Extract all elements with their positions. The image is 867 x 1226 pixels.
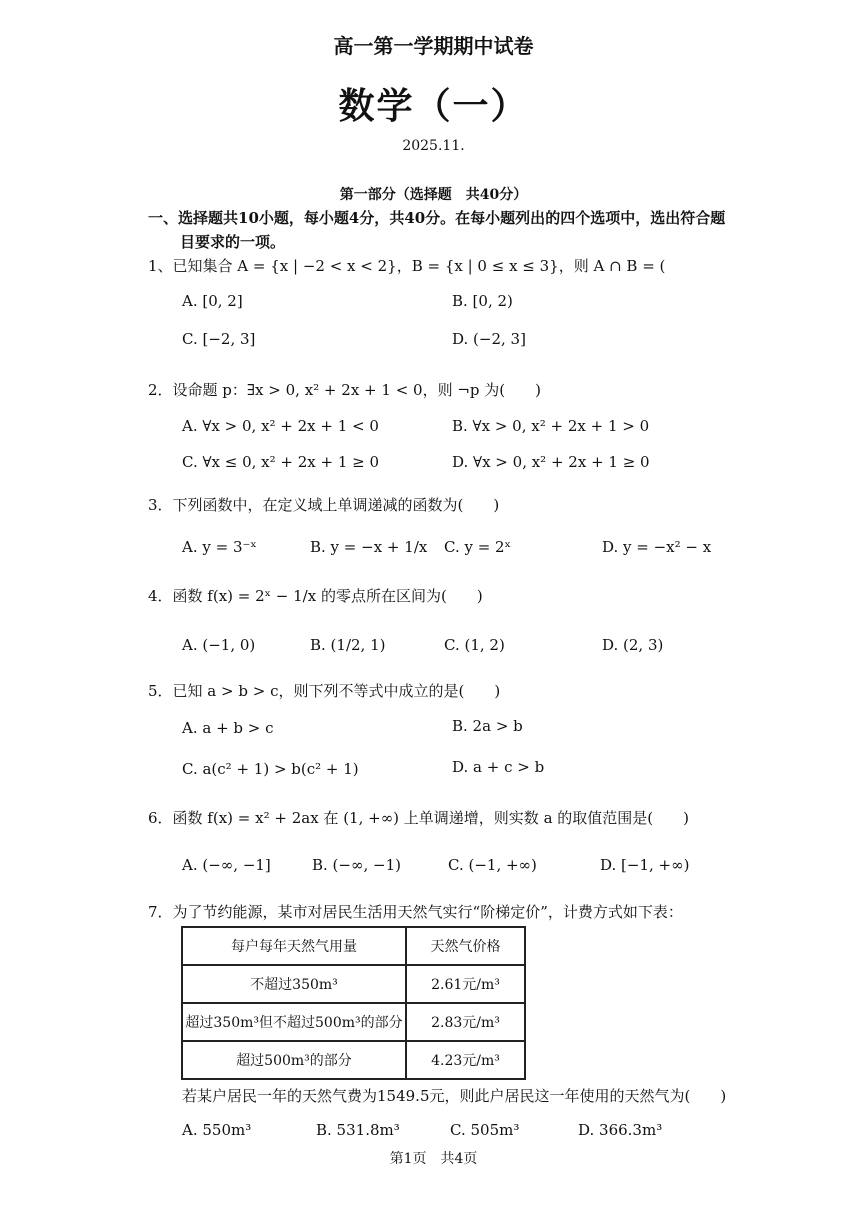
- exam-date: 2025.11.: [402, 138, 465, 154]
- question-3-stem: 3．下列函数中，在定义域上单调递减的函数为( ): [148, 496, 500, 514]
- table-row: [182, 1041, 525, 1079]
- question-6-stem: 6．函数 f(x) = x² + 2ax 在 (1, +∞) 上单调递增，则实数 a 的取值范围是( ): [148, 809, 689, 827]
- table-cell: 超过350m³但不超过500m³的部分: [182, 1003, 406, 1041]
- question-2-stem: 2．设命题 p：∃x > 0, x² + 2x + 1 < 0，则 ¬p 为( ): [148, 381, 541, 399]
- table-cell: 超过500m³的部分: [182, 1041, 406, 1079]
- question-2-option-d: D. ∀x > 0, x² + 2x + 1 ≥ 0: [452, 453, 650, 471]
- question-7-option-a: A. 550m³: [182, 1121, 252, 1139]
- question-3-option-c: C. y = 2ˣ: [444, 538, 511, 556]
- question-6-option-d: D. [−1, +∞): [600, 856, 690, 874]
- question-4-option-c: C. (1, 2): [444, 636, 505, 654]
- subject-title: 数学（一）: [338, 85, 529, 127]
- question-1-option-c: C. [−2, 3]: [182, 330, 256, 348]
- question-4-option-d: D. (2, 3): [602, 636, 664, 654]
- question-1-option-a: A. [0, 2]: [182, 292, 243, 310]
- question-7-option-d: D. 366.3m³: [578, 1121, 663, 1139]
- table-header-row: [182, 927, 525, 965]
- question-4-stem: 4．函数 f(x) = 2ˣ − 1/x 的零点所在区间为( ): [148, 587, 483, 605]
- gas-price-table: [181, 926, 526, 1080]
- question-4-option-b: B. (1/2, 1): [310, 636, 386, 654]
- question-3-option-a: A. y = 3⁻ˣ: [182, 538, 257, 556]
- question-5-option-c: C. a(c² + 1) > b(c² + 1): [182, 760, 359, 778]
- question-5-option-a: A. a + b > c: [182, 719, 274, 737]
- question-5-option-b: B. 2a > b: [452, 717, 523, 735]
- question-1-stem: 1、已知集合 A = {x | −2 < x < 2}，B = {x | 0 ≤ x ≤ 3}，则 A ∩ B = (: [148, 257, 666, 275]
- question-7-option-c: C. 505m³: [450, 1121, 520, 1139]
- question-2-option-b: B. ∀x > 0, x² + 2x + 1 > 0: [452, 417, 650, 435]
- question-3-option-b: B. y = −x + 1/x: [310, 538, 428, 556]
- question-2-option-a: A. ∀x > 0, x² + 2x + 1 < 0: [182, 417, 379, 435]
- question-6-option-c: C. (−1, +∞): [448, 856, 537, 874]
- table-cell: 2.83元/m³: [406, 1003, 525, 1041]
- table-cell: 4.23元/m³: [406, 1041, 525, 1079]
- question-7-stem: 7．为了节约能源，某市对居民生活用天然气实行“阶梯定价”，计费方式如下表：: [148, 903, 683, 921]
- question-5-stem: 5．已知 a > b > c，则下列不等式中成立的是( ): [148, 682, 501, 700]
- table-header-cell: 天然气价格: [406, 927, 525, 965]
- page-indicator: 第1页 共4页: [389, 1151, 478, 1167]
- part-heading: 第一部分（选择题 共40分）: [339, 187, 528, 203]
- table-cell: 2.61元/m³: [406, 965, 525, 1003]
- question-2-option-c: C. ∀x ≤ 0, x² + 2x + 1 ≥ 0: [182, 453, 380, 471]
- question-1-option-d: D. (−2, 3]: [452, 330, 526, 348]
- exam-school-title: 高一第一学期期中试卷: [333, 34, 534, 58]
- question-7-option-b: B. 531.8m³: [316, 1121, 400, 1139]
- question-3-option-d: D. y = −x² − x: [602, 538, 712, 556]
- question-1-option-b: B. [0, 2): [452, 292, 513, 310]
- question-4-option-a: A. (−1, 0): [182, 636, 256, 654]
- instruction-line-2: 目要求的一项。: [180, 233, 286, 251]
- question-6-option-a: A. (−∞, −1]: [182, 856, 271, 874]
- question-5-option-d: D. a + c > b: [452, 758, 545, 776]
- table-header-cell: 每户每年天然气用量: [182, 927, 406, 965]
- instruction-line-1: 一、选择题共10小题，每小题4分，共40分。在每小题列出的四个选项中，选出符合题: [148, 209, 726, 227]
- question-6-option-b: B. (−∞, −1): [312, 856, 401, 874]
- table-cell: 不超过350m³: [182, 965, 406, 1003]
- table-row: [182, 965, 525, 1003]
- table-row: [182, 1003, 525, 1041]
- question-7-follow-up: 若某户居民一年的天然气费为1549.5元，则此户居民这一年使用的天然气为( ): [182, 1087, 727, 1105]
